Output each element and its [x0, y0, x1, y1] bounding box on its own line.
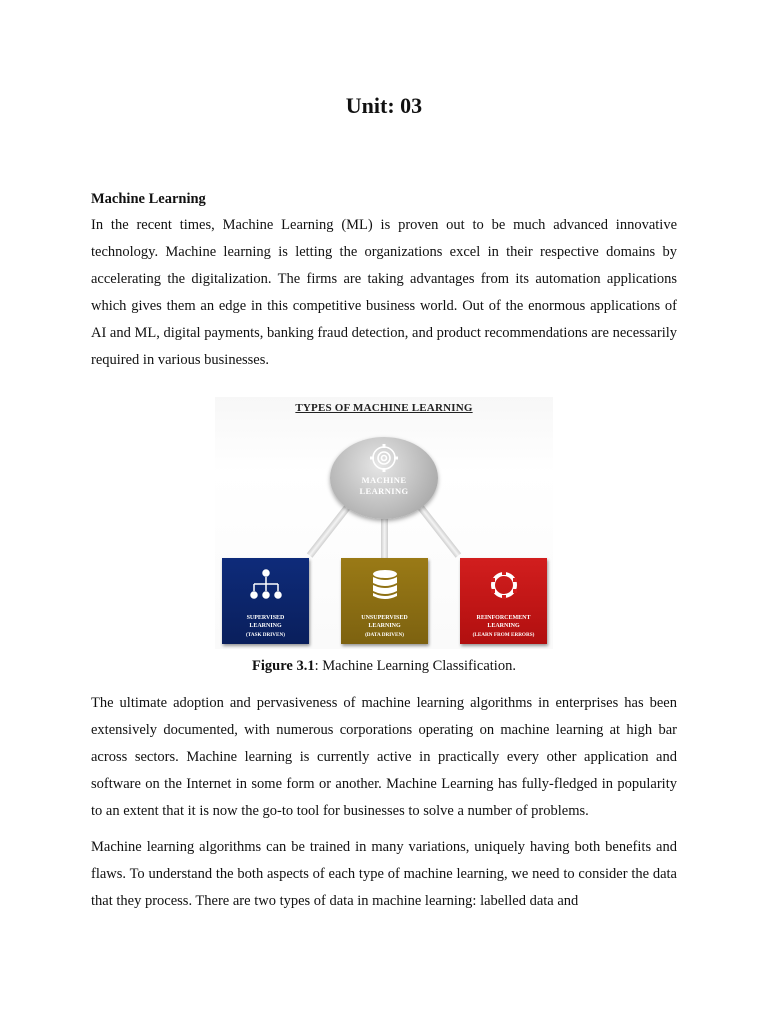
supervised-sub: (TASK DRIVEN)	[246, 632, 285, 638]
unsupervised-label-line1: UNSUPERVISED	[361, 615, 408, 621]
page-title: Unit: 03	[345, 93, 423, 118]
figure-caption	[0, 658, 768, 675]
unsupervised-learning-box	[341, 558, 428, 644]
machine-learning-hub	[330, 437, 438, 519]
supervised-learning-box	[222, 558, 309, 644]
cycle-icon	[486, 568, 522, 602]
supervised-label-line2: LEARNING	[249, 623, 282, 629]
section-heading: Machine Learning	[91, 191, 206, 207]
hub-label	[330, 475, 438, 497]
ml-types-figure	[215, 397, 553, 649]
connector-center	[381, 515, 388, 561]
reinforcement-sub: (LEARN FROM ERRORS)	[472, 632, 535, 638]
reinforcement-label-line2: LEARNING	[487, 623, 520, 629]
database-icon	[367, 568, 403, 602]
reinforcement-label-line1: REINFORCEMENT	[476, 615, 531, 621]
reinforcement-label	[460, 614, 547, 630]
caption-text: : Machine Learning Classification.	[314, 658, 516, 674]
supervised-label	[222, 614, 309, 630]
unsupervised-label-line2: LEARNING	[368, 623, 401, 629]
unsupervised-label	[341, 614, 428, 630]
paragraph-intro: In the recent times, Machine Learning (ML) is proven out to be much advanced innovative technology. Machine learning is letting the organizations excel in their respective domains by accelerating the digitalization. The firms are taking advantages from its automation applications which gives them an edge in this competitive business world. Out of the enormous applications of AI and ML, digital payments, banking fraud detection, and product recommendations are necessarily required in various businesses.	[91, 217, 677, 368]
hub-label-line1: MACHINE	[361, 475, 407, 485]
gear-icon	[364, 443, 404, 473]
caption-label: Figure 3.1	[252, 658, 315, 674]
unsupervised-sub: (DATA DRIVEN)	[365, 632, 404, 638]
paragraph-adoption: The ultimate adoption and pervasiveness of machine learning algorithms in enterprises has been extensively documented, with numerous corporations operating on machine learning at high bar across sectors. Machine learning is currently active in practically every other application and software on the Internet in some form or another. Machine Learning has fully-fledged in popularity to an extent that it is now the go-to tool for businesses to solve a number of problems.	[91, 695, 677, 819]
connector-right	[414, 500, 461, 558]
figure-title: TYPES OF MACHINE LEARNING	[295, 402, 473, 414]
supervised-label-line1: SUPERVISED	[246, 615, 285, 621]
reinforcement-learning-box	[460, 558, 547, 644]
paragraph-training: Machine learning algorithms can be trained in many variations, uniquely having both benefits and flaws. To understand the both aspects of each type of machine learning, we need to consider the data that they process. There are two types of data in machine learning: labelled data and	[91, 839, 677, 909]
hub-label-line2: LEARNING	[359, 486, 409, 496]
network-icon	[248, 568, 284, 602]
